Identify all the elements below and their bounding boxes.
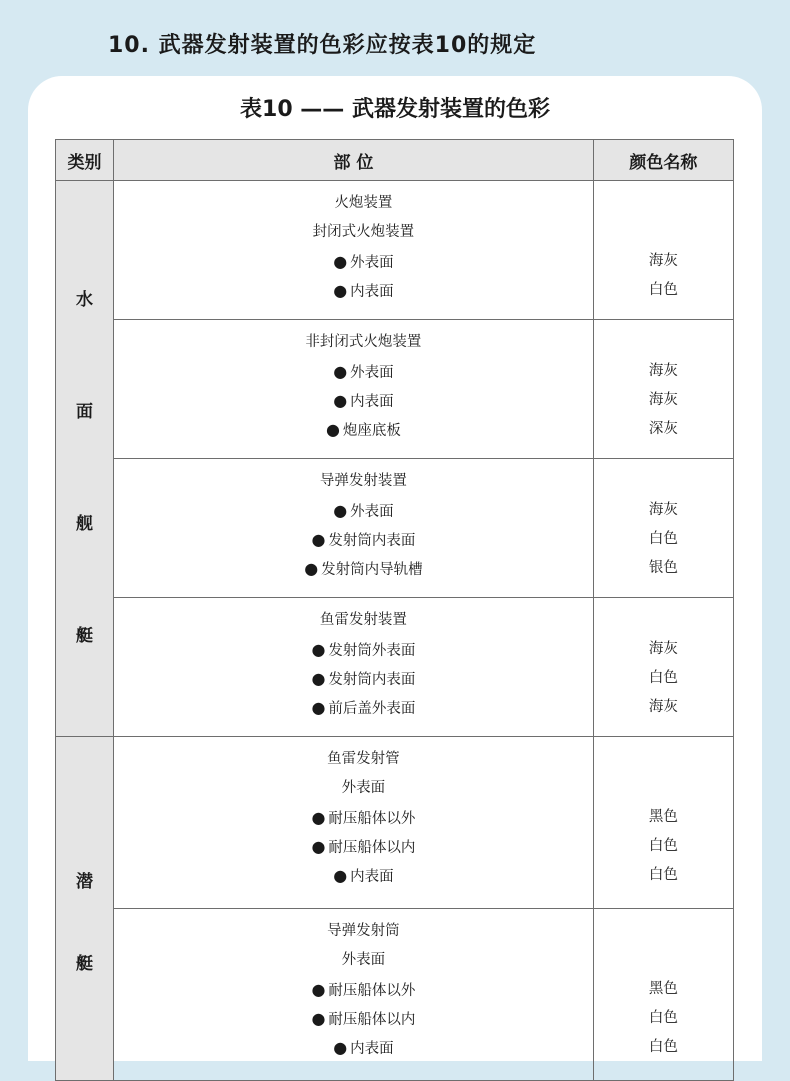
category-cell bbox=[56, 737, 114, 1081]
bullet-icon: ● bbox=[333, 281, 348, 300]
part-cell bbox=[114, 909, 594, 1081]
part-line bbox=[114, 946, 593, 975]
header-part: 部 位 bbox=[114, 140, 594, 181]
category-char: 艇 bbox=[76, 954, 94, 974]
bullet-icon: ● bbox=[333, 866, 348, 885]
part-text: 火炮装置 bbox=[334, 195, 393, 211]
part-text: 鱼雷发射管 bbox=[327, 751, 400, 767]
category-char: 艇 bbox=[76, 626, 94, 646]
part-line bbox=[114, 218, 593, 247]
part-text: 导弹发射装置 bbox=[319, 473, 407, 489]
category-char: 水 bbox=[76, 290, 94, 310]
category-char: 舰 bbox=[76, 514, 94, 534]
section-heading: 10. 武器发射装置的色彩应按表10的规定 bbox=[108, 33, 537, 58]
part-text: 发射筒内导轨槽 bbox=[321, 562, 423, 578]
color-name: 海灰 bbox=[648, 392, 678, 408]
bullet-icon: ● bbox=[333, 501, 348, 520]
bullet-icon: ● bbox=[304, 559, 319, 578]
part-line bbox=[114, 1004, 593, 1033]
header-category: 类别 bbox=[56, 140, 114, 181]
part-line bbox=[114, 664, 593, 693]
bullet-icon: ● bbox=[333, 252, 348, 271]
part-text: 发射筒外表面 bbox=[328, 643, 416, 659]
color-name: 白色 bbox=[648, 531, 678, 547]
color-name: 白色 bbox=[648, 838, 678, 854]
bullet-icon: ● bbox=[311, 698, 326, 717]
bullet-icon: ● bbox=[333, 1038, 348, 1057]
part-line bbox=[114, 247, 593, 276]
color-name: 白色 bbox=[648, 1010, 678, 1026]
color-name bbox=[594, 946, 733, 975]
part-line bbox=[114, 554, 593, 583]
color-name: 深灰 bbox=[648, 421, 678, 437]
bullet-icon: ● bbox=[311, 530, 326, 549]
table-row bbox=[56, 459, 734, 598]
color-name: 白色 bbox=[648, 282, 678, 298]
part-text: 内表面 bbox=[350, 394, 394, 410]
part-line bbox=[114, 861, 593, 890]
part-line bbox=[114, 276, 593, 305]
color-cell bbox=[593, 909, 733, 1081]
part-text: 外表面 bbox=[350, 255, 394, 271]
part-line bbox=[114, 415, 593, 444]
color-table bbox=[55, 139, 734, 1081]
header-color: 颜色名称 bbox=[593, 140, 733, 181]
color-name bbox=[594, 189, 733, 218]
category-char: 潜 bbox=[76, 872, 94, 892]
color-cell bbox=[593, 459, 733, 598]
table-row bbox=[56, 909, 734, 1081]
part-line bbox=[114, 386, 593, 415]
bullet-icon: ● bbox=[333, 391, 348, 410]
part-line bbox=[114, 832, 593, 861]
part-line bbox=[114, 328, 593, 357]
part-text: 内表面 bbox=[350, 284, 394, 300]
color-cell bbox=[593, 320, 733, 459]
color-name: 银色 bbox=[648, 560, 678, 576]
part-text: 封闭式火炮装置 bbox=[312, 224, 415, 240]
table-row bbox=[56, 320, 734, 459]
table-row bbox=[56, 181, 734, 320]
bullet-icon: ● bbox=[333, 362, 348, 381]
part-line bbox=[114, 496, 593, 525]
part-text: 耐压船体以外 bbox=[328, 983, 416, 999]
bullet-icon: ● bbox=[325, 420, 340, 439]
part-text: 非封闭式火炮装置 bbox=[305, 334, 422, 350]
bullet-icon: ● bbox=[311, 808, 326, 827]
color-name: 白色 bbox=[648, 670, 678, 686]
part-text: 发射筒内表面 bbox=[328, 533, 416, 549]
color-name bbox=[594, 774, 733, 803]
color-name: 黑色 bbox=[648, 981, 678, 997]
part-cell bbox=[114, 459, 594, 598]
table-row bbox=[56, 598, 734, 737]
part-line bbox=[114, 606, 593, 635]
color-name bbox=[594, 745, 733, 774]
bullet-icon: ● bbox=[311, 1009, 326, 1028]
part-text: 外表面 bbox=[350, 365, 394, 381]
table-card bbox=[28, 76, 762, 1061]
part-text: 前后盖外表面 bbox=[328, 701, 416, 717]
part-line bbox=[114, 525, 593, 554]
bullet-icon: ● bbox=[311, 669, 326, 688]
part-line bbox=[114, 1033, 593, 1062]
color-name: 白色 bbox=[648, 867, 678, 883]
part-line bbox=[114, 917, 593, 946]
part-line bbox=[114, 745, 593, 774]
part-cell bbox=[114, 737, 594, 909]
color-cell bbox=[593, 737, 733, 909]
part-text: 耐压船体以内 bbox=[328, 840, 416, 856]
part-line bbox=[114, 189, 593, 218]
part-text: 耐压船体以内 bbox=[328, 1012, 416, 1028]
color-name bbox=[594, 467, 733, 496]
part-cell bbox=[114, 320, 594, 459]
color-name: 海灰 bbox=[648, 502, 678, 518]
part-cell bbox=[114, 598, 594, 737]
table-body bbox=[56, 181, 734, 1081]
part-text: 内表面 bbox=[350, 869, 394, 885]
color-name: 海灰 bbox=[648, 253, 678, 269]
part-line bbox=[114, 467, 593, 496]
bullet-icon: ● bbox=[311, 640, 326, 659]
category-cell bbox=[56, 181, 114, 737]
part-text: 炮座底板 bbox=[342, 423, 401, 439]
part-line bbox=[114, 803, 593, 832]
table-row bbox=[56, 737, 734, 909]
color-name bbox=[594, 218, 733, 247]
color-name: 海灰 bbox=[648, 363, 678, 379]
part-text: 外表面 bbox=[341, 780, 386, 796]
part-text: 内表面 bbox=[350, 1041, 394, 1057]
bullet-icon: ● bbox=[311, 837, 326, 856]
part-line bbox=[114, 774, 593, 803]
part-text: 发射筒内表面 bbox=[328, 672, 416, 688]
header-row bbox=[56, 140, 734, 181]
part-text: 耐压船体以外 bbox=[328, 811, 416, 827]
part-line bbox=[114, 357, 593, 386]
part-line bbox=[114, 975, 593, 1004]
color-name: 白色 bbox=[648, 1039, 678, 1055]
color-name: 海灰 bbox=[648, 699, 678, 715]
color-name bbox=[594, 328, 733, 357]
color-name bbox=[594, 606, 733, 635]
part-text: 导弹发射筒 bbox=[327, 923, 400, 939]
part-line bbox=[114, 635, 593, 664]
color-name bbox=[594, 917, 733, 946]
color-cell bbox=[593, 598, 733, 737]
color-name: 黑色 bbox=[648, 809, 678, 825]
part-text: 外表面 bbox=[350, 504, 394, 520]
category-char: 面 bbox=[76, 402, 94, 422]
part-text: 鱼雷发射装置 bbox=[319, 612, 407, 628]
part-cell bbox=[114, 181, 594, 320]
color-name: 海灰 bbox=[648, 641, 678, 657]
table-title: 表10 —— 武器发射装置的色彩 bbox=[240, 97, 550, 122]
part-line bbox=[114, 693, 593, 722]
bullet-icon: ● bbox=[311, 980, 326, 999]
part-text: 外表面 bbox=[341, 952, 386, 968]
color-cell bbox=[593, 181, 733, 320]
